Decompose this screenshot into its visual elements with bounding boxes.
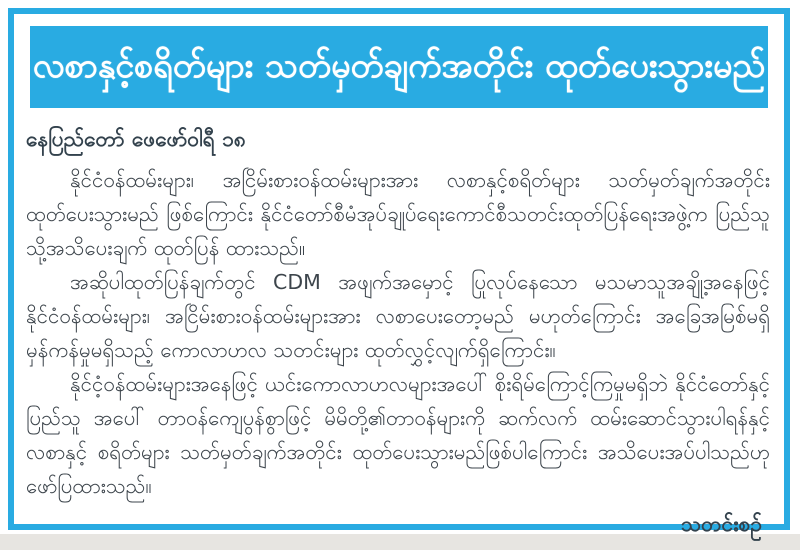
dateline: နေပြည်တော် ဖေဖော်ဝါရီ ၁၈	[26, 127, 246, 151]
article-frame	[8, 8, 790, 536]
title-banner	[30, 26, 768, 108]
paragraph: အဆိုပါထုတ်ပြန်ချက်တွင် CDM အဖျက်အမှောင့် ပြုလုပ်နေသော မသမာသူအချို့အနေဖြင့် နိုင်ငံဝန်ထမ်းများ၊ အငြိမ်းစားဝန်ထမ်းများအား လစာပေးတော့မည် မဟုတ်ကြောင်း အခြေအမြစ်မရှိ မှန်ကန်မှုမရှိသည့် ကောလာဟလ သတင်းများ ထုတ်လွှင့်လျက်ရှိကြောင်း။	[26, 270, 770, 362]
paragraph: နိုင်ငံဝန်ထမ်းများ၊ အငြိမ်းစားဝန်ထမ်းများအား လစာနှင့်စရိတ်များ သတ်မှတ်ချက်အတိုင်း ထုတ်ပေးသွားမည် ဖြစ်ကြောင်း နိုင်ငံတော်စီမံအုပ်ချုပ်ရေးကောင်စီသတင်းထုတ်ပြန်ရေးအဖွဲ့က ပြည်သူသို့အသိပေးချက် ထုတ်ပြန် ထားသည်။	[26, 168, 770, 260]
paragraph: နိုင်ငံ့ဝန်ထမ်းများအနေဖြင့် ယင်းကောလာဟလများအပေါ် စိုးရိမ်ကြောင့်ကြမှုမရှိဘဲ နိုင်ငံတော်နှင့် ပြည်သူ အပေါ် တာဝန်ကျေပွန်စွာဖြင့် မိမိတို့၏တာဝန်များကို ဆက်လက် ထမ်းဆောင်သွားပါရန်နှင့် လစာနှင့် စရိတ်များ သတ်မှတ်ချက်အတိုင်း ထုတ်ပေးသွားမည်ဖြစ်ပါကြောင်း အသိပေးအပ်ပါသည်ဟု ဖော်ပြထားသည်။	[26, 372, 770, 498]
page-title: လစာနှင့်စရိတ်များ သတ်မှတ်ချက်အတိုင်း ထုတ်ပေးသွားမည်	[32, 46, 766, 87]
signature: သတင်းစဉ်	[680, 512, 762, 536]
article-body	[26, 163, 770, 503]
